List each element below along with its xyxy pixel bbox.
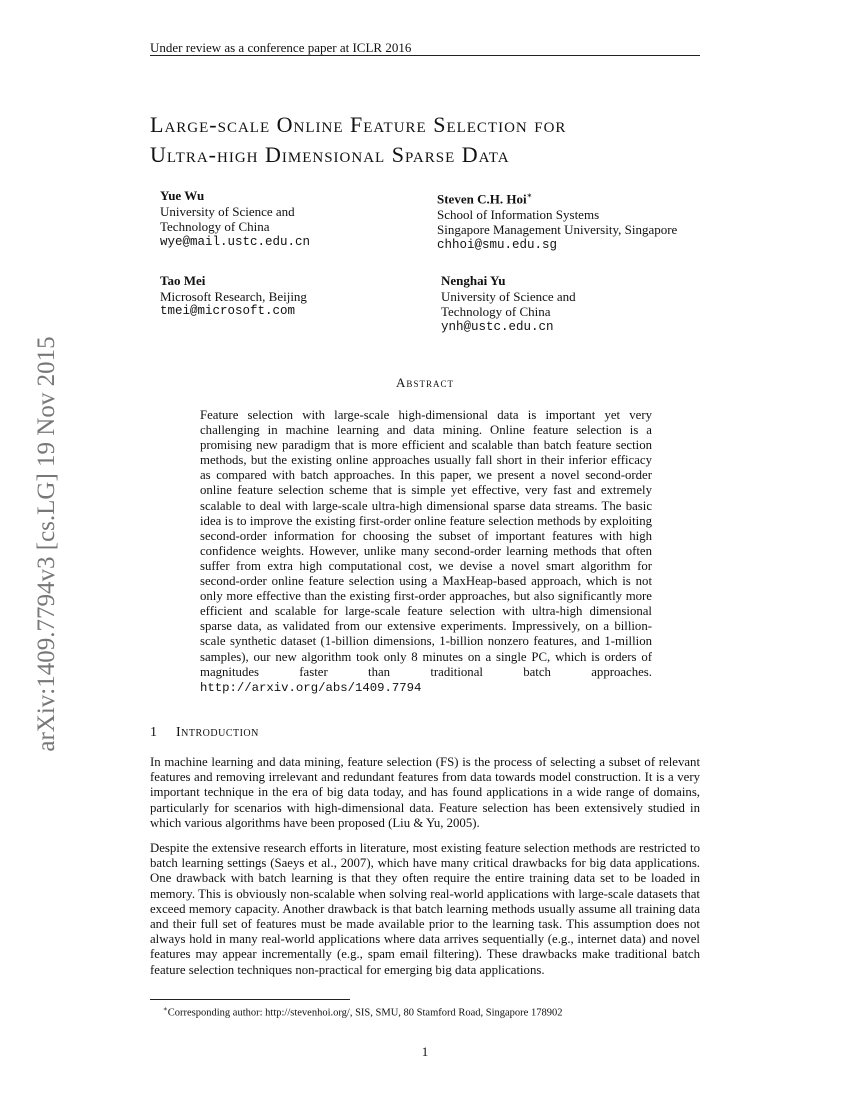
author-name: Steven C.H. Hoi xyxy=(437,191,527,207)
section-title: Introduction xyxy=(176,725,259,740)
author-affiliation: Singapore Management University, Singapore xyxy=(437,222,678,238)
footnote-text: Corresponding author: http://stevenhoi.org/, SIS, SMU, 80 Stamford Road, Singapore 178902 xyxy=(167,1007,563,1019)
author-block xyxy=(437,188,677,253)
author-affiliation: Technology of China xyxy=(160,219,270,234)
body-paragraph: Despite the extensive research efforts in literature, most existing feature selection methods are restricted to batch learning settings (Saeys et al., 2007), which have many critical drawbacks for big data applications. One drawback with batch learning is that they often require the entire training data set to be loaded in memory. This is obviously non-scalable when solving real-world applications with large-scale datasets that exceed memory capacity. Another drawback is that batch learning methods usually assume all training data and their full set of features must be made available prior to the learning task. This assumption does not always hold in many real-world applications where data arrives sequentially (e.g., internet data) and novel features may appear incrementally (e.g., spam email filtering). These drawbacks make traditional batch feature selection techniques non-practical for emerging big data applications. xyxy=(150,841,700,977)
author-block xyxy=(441,273,576,335)
section-number: 1 xyxy=(150,725,158,740)
abstract-text: Feature selection with large-scale high-dimensional data is important yet very challenging in machine learning and data mining. Online feature selection is a promising new paradigm that is more efficient and scalable than batch feature section methods, but the existing online approaches usually fall short in their inferior efficacy as compared with batch approaches. In this paper, we present a novel second-order online feature selection scheme that is simple yet effective, very fast and extremely scalable to deal with large-scale ultra-high dimensional sparse data streams. The basic idea is to improve the existing first-order online feature selection methods by exploiting second-order information for choosing the subset of important features with high confidence weights. However, unlike many second-order learning methods that often suffer from extra high computational cost, we devise a novel smart algorithm for second-order online feature selection using a MaxHeap-based approach, which is not only more effective than the existing first-order approaches, but also significantly more efficient and scalable for large-scale feature selection with ultra-high dimensional sparse data, as validated from our extensive experiments. Impressively, on a billion-scale synthetic dataset (1-billion dimensions, 1-billion nonzero features, and 1-million samples), our new algorithm took only 8 minutes on a single PC, which is orders of magnitudes faster than traditional batch approaches. xyxy=(200,408,652,679)
paper-title xyxy=(150,110,710,170)
author-block xyxy=(160,273,307,320)
author-block xyxy=(160,188,310,250)
running-header: Under review as a conference paper at ICLR 2016 xyxy=(150,40,412,55)
footnote xyxy=(163,1003,703,1020)
author-affiliation: University of Science and xyxy=(441,288,576,304)
author-affiliation: University of Science and xyxy=(160,203,295,219)
author-email[interactable]: chhoi@smu.edu.sg xyxy=(437,237,558,252)
abstract-url-link[interactable]: http://arxiv.org/abs/1409.7794 xyxy=(200,680,422,695)
author-email[interactable]: wye@mail.ustc.edu.cn xyxy=(160,234,311,249)
arxiv-stamp: arXiv:1409.7794v3 [cs.LG] 19 Nov 2015 xyxy=(33,336,60,752)
section-heading xyxy=(150,725,259,741)
author-name: Nenghai Yu xyxy=(441,273,506,288)
author-name-line xyxy=(437,188,677,207)
footnote-mark: ∗ xyxy=(163,1005,168,1013)
author-name: Tao Mei xyxy=(160,273,206,288)
author-affiliation: Technology of China xyxy=(441,304,551,319)
corresponding-author-mark: ∗ xyxy=(526,191,533,200)
footnote-rule xyxy=(150,999,350,1000)
abstract-body xyxy=(200,408,652,696)
author-affiliation: School of Information Systems xyxy=(437,206,600,222)
author-email[interactable]: tmei@microsoft.com xyxy=(160,304,296,318)
author-affiliation: Microsoft Research, Beijing xyxy=(160,288,307,304)
title-line-1: Large-scale Online Feature Selection for xyxy=(150,112,567,137)
page-number: 1 xyxy=(421,1044,429,1059)
header-rule xyxy=(150,55,700,56)
title-line-2: Ultra-high Dimensional Sparse Data xyxy=(150,142,510,167)
author-email[interactable]: ynh@ustc.edu.cn xyxy=(441,319,554,334)
body-paragraph: In machine learning and data mining, feature selection (FS) is the process of selecting a subset of relevant features and removing irrelevant and redundant features from data towards model construction. It is a very important technique in the era of big data today, and has found applications in a wide range of domains, particularly for scenarios with high-dimensional data. Feature selection has been extensively studied in which various algorithms have been proposed (Liu & Yu, 2005). xyxy=(150,755,700,830)
abstract-heading: Abstract xyxy=(396,375,454,390)
author-name: Yue Wu xyxy=(160,188,205,203)
